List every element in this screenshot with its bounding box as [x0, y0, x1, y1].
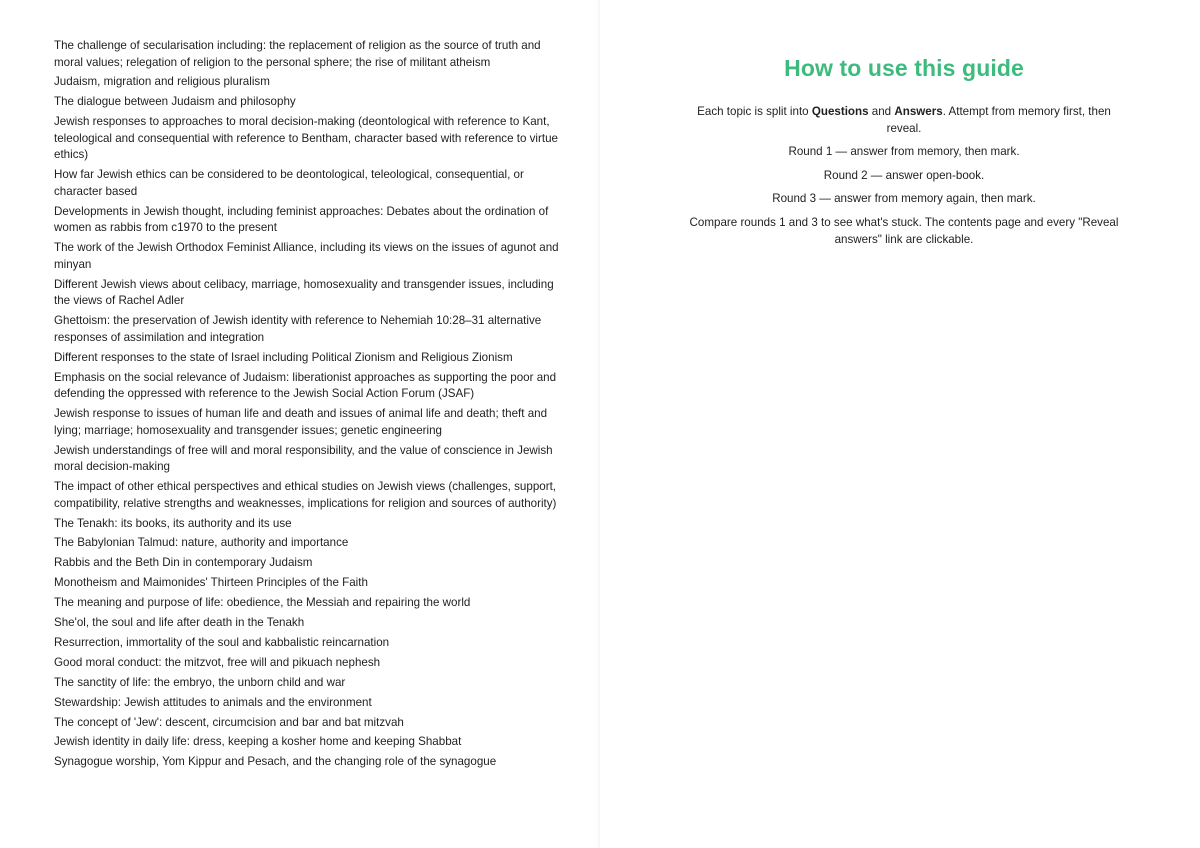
compare-instruction: Compare rounds 1 and 3 to see what's stuck. The contents page and every "Reveal answers" link are clickable.: [689, 215, 1119, 246]
topic-item: The work of the Jewish Orthodox Feminist Alliance, including its views on the issues of agunot and minyan: [54, 241, 559, 271]
topic-item: The dialogue between Judaism and philosophy: [54, 95, 296, 109]
round-1-instruction: Round 1 — answer from memory, then mark.: [788, 145, 1020, 159]
guide-page: [600, 0, 1200, 848]
topic-item: She'ol, the soul and life after death in the Tenakh: [54, 616, 305, 630]
topic-item: Synagogue worship, Yom Kippur and Pesach, and the changing role of the synagogue: [54, 755, 497, 769]
intro-text: . Attempt from memory first, then reveal.: [886, 105, 1111, 135]
topic-item: The Tenakh: its books, its authority and its use: [54, 516, 292, 530]
topic-item: Judaism, migration and religious pluralism: [54, 75, 270, 89]
topic-item: Developments in Jewish thought, including feminist approaches: Debates about the ordination of women as rabbis from c1970 to the present: [54, 204, 549, 235]
topic-item: The challenge of secularisation including: the replacement of religion as the source of truth and moral values; relegation of religion to the personal sphere; the rise of militant atheism: [54, 39, 541, 69]
topic-item: The impact of other ethical perspectives and ethical studies on Jewish views (challenges, support, compatibility, relative strengths and weaknesses, implications for religion and sources of authority): [54, 480, 557, 510]
round-3-instruction: Round 3 — answer from memory again, then mark.: [772, 192, 1036, 206]
topic-item: The Babylonian Talmud: nature, authority and importance: [54, 536, 349, 550]
topic-item: Monotheism and Maimonides' Thirteen Principles of the Faith: [54, 576, 368, 590]
topic-item: Jewish responses to approaches to moral decision-making (deontological with reference to Kant, teleological and consequential with reference to Bentham, character based with reference to virtue ethics): [54, 115, 558, 162]
round-2-instruction: Round 2 — answer open-book.: [823, 168, 985, 182]
topic-item: Jewish identity in daily life: dress, keeping a kosher home and keeping Shabbat: [54, 735, 462, 749]
intro-text: Each topic is split into: [697, 105, 812, 118]
topic-item: The concept of 'Jew': descent, circumcision and bar and bat mitzvah: [54, 715, 404, 729]
topic-item: Resurrection, immortality of the soul and kabbalistic reincarnation: [54, 635, 390, 649]
intro-text: and: [868, 105, 895, 118]
topic-item: Emphasis on the social relevance of Judaism: liberationist approaches as supporting the poor and defending the oppressed with reference to the Jewish Social Action Forum (JSAF): [54, 370, 557, 401]
topic-item: How far Jewish ethics can be considered to be deontological, teleological, consequential, or character based: [54, 168, 524, 198]
topic-item: Rabbis and the Beth Din in contemporary Judaism: [54, 556, 313, 570]
topic-item: Different responses to the state of Israel including Political Zionism and Religious Zionism: [54, 350, 513, 364]
answers-label: Answers: [894, 105, 943, 118]
guide-title: How to use this guide: [784, 55, 1024, 81]
questions-label: Questions: [811, 105, 869, 118]
guide-intro: [688, 104, 1120, 137]
topic-item: Good moral conduct: the mitzvot, free will and pikuach nephesh: [54, 655, 381, 669]
topic-item: Jewish response to issues of human life and death and issues of animal life and death; theft and lying; marriage; homosexuality and transgender issues; genetic engineering: [54, 407, 548, 437]
topic-item: The sanctity of life: the embryo, the unborn child and war: [54, 675, 346, 689]
topic-list: [54, 38, 568, 771]
topic-item: Ghettoism: the preservation of Jewish identity with reference to Nehemiah 10:28–31 alternative responses of assimilation and integration: [54, 314, 542, 344]
topic-item: The meaning and purpose of life: obedience, the Messiah and repairing the world: [54, 596, 471, 610]
topic-item: Different Jewish views about celibacy, marriage, homosexuality and transgender issues, including the views of Rachel Adler: [54, 277, 554, 308]
topic-item: Stewardship: Jewish attitudes to animals and the environment: [54, 695, 372, 709]
topic-item: Jewish understandings of free will and moral responsibility, and the value of conscience in Jewish moral decision-making: [54, 443, 553, 474]
